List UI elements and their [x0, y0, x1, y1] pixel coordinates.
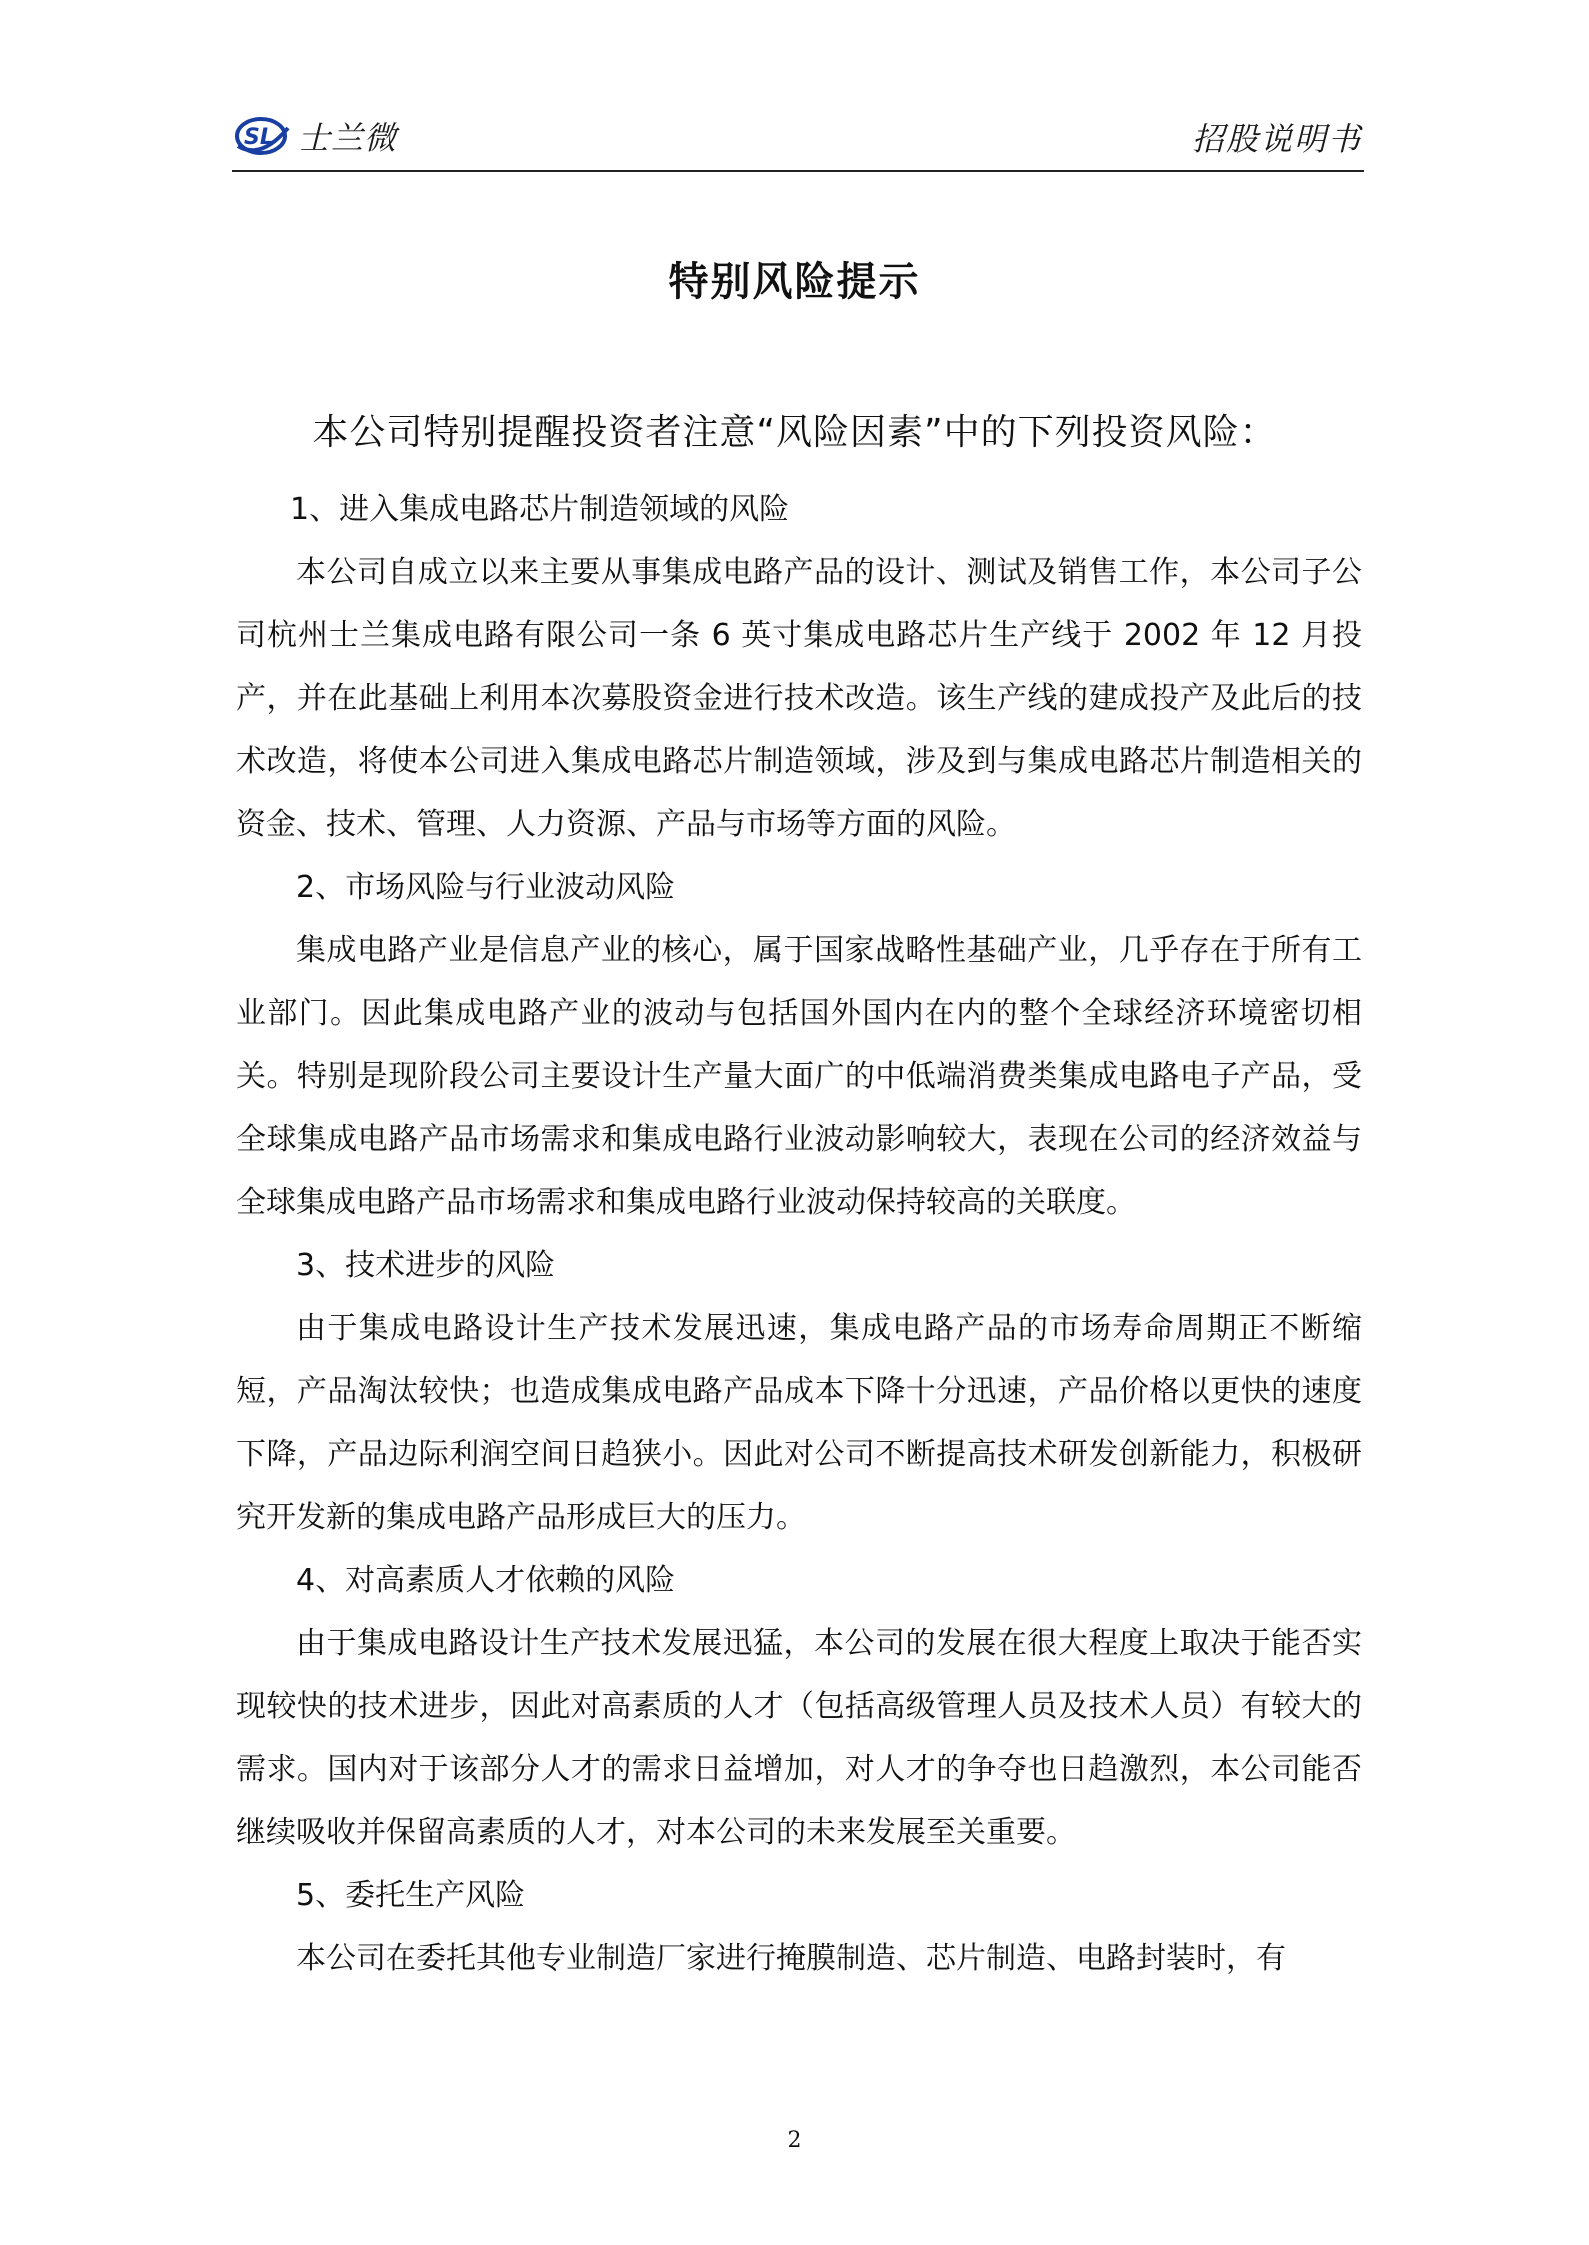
section-heading-3: 3、技术进步的风险 — [296, 1248, 556, 1283]
intro-statement: 本公司特别提醒投资者注意“风险因素”中的下列投资风险： — [312, 412, 1277, 453]
section-body-1: 本公司自成立以来主要从事集成电路产品的设计、测试及销售工作，本公司子公司杭州士兰集成电路有限公司一条 6 英寸集成电路芯片生产线于 2002 年 12 月投产，并在此基础上利用本次募股资金进行技术改造。该生产线的建成投产及此后的技术改造，将使本公司进入集成电路芯片制造领域，涉及到与集成电路芯片制造相关的资金、技术、管理、人力资源、产品与市场等方面的风险。 — [236, 555, 1362, 842]
company-logo — [234, 114, 397, 158]
section-heading-1: 1、进入集成电路芯片制造领域的风险 — [290, 492, 790, 527]
page-number: 2 — [787, 2128, 802, 2153]
svg-text:SL: SL — [244, 125, 274, 150]
risk-content — [236, 478, 1362, 1990]
page-title: 特别风险提示 — [668, 259, 921, 305]
section-body-2: 集成电路产业是信息产业的核心，属于国家战略性基础产业，几乎存在于所有工业部门。因此集成电路产业的波动与包括国外国内在内的整个全球经济环境密切相关。特别是现阶段公司主要设计生产量大面广的中低端消费类集成电路电子产品，受全球集成电路产品市场需求和集成电路行业波动影响较大，表现在公司的经济效益与全球集成电路产品市场需求和集成电路行业波动保持较高的关联度。 — [236, 933, 1362, 1220]
section-body-4: 由于集成电路设计生产技术发展迅猛，本公司的发展在很大程度上取决于能否实现较快的技术进步，因此对高素质的人才（包括高级管理人员及技术人员）有较大的需求。国内对于该部分人才的需求日益增加，对人才的争夺也日趋激烈，本公司能否继续吸收并保留高素质的人才，对本公司的未来发展至关重要。 — [236, 1626, 1362, 1850]
company-name: 士兰微 — [298, 119, 398, 157]
page-header — [232, 108, 1364, 172]
section-body-5: 本公司在委托其他专业制造厂家进行掩膜制造、芯片制造、电路封装时，有 — [296, 1941, 1286, 1976]
section-body-3: 由于集成电路设计生产技术发展迅速，集成电路产品的市场寿命周期正不断缩短，产品淘汰较快；也造成集成电路产品成本下降十分迅速，产品价格以更快的速度下降，产品边际利润空间日趋狭小。因此对公司不断提高技术研发创新能力，积极研究开发新的集成电路产品形成巨大的压力。 — [236, 1311, 1362, 1535]
document-type: 招股说明书 — [1191, 120, 1362, 158]
section-heading-2: 2、市场风险与行业波动风险 — [296, 870, 676, 905]
silan-logo-icon — [234, 114, 292, 158]
section-heading-5: 5、委托生产风险 — [296, 1878, 526, 1913]
section-heading-4: 4、对高素质人才依赖的风险 — [296, 1563, 676, 1598]
